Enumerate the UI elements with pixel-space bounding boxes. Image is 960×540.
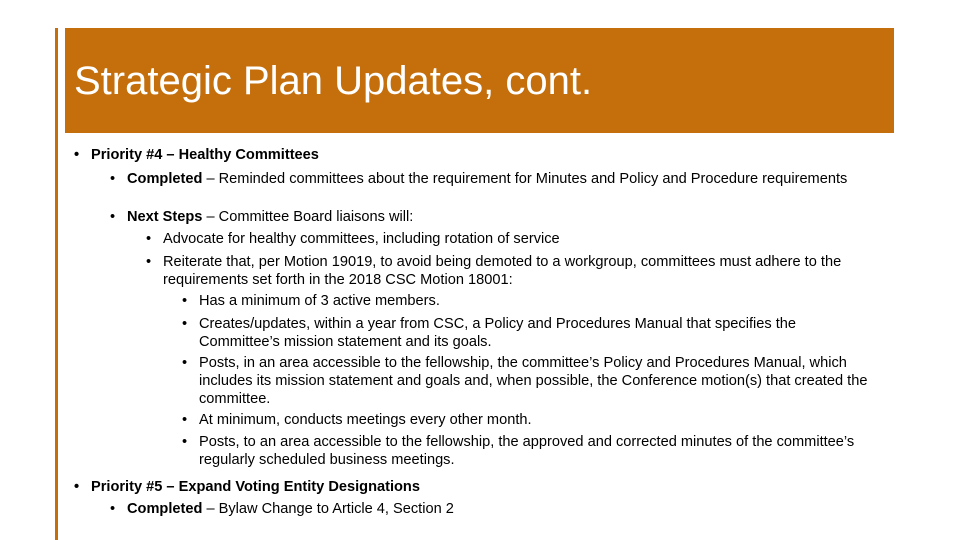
bullet-icon: • (146, 254, 152, 270)
completed-description: – Reminded committees about the requirement for Minutes and Policy and Procedure requirements (202, 171, 848, 187)
requirement-text: At minimum, conducts meetings every other month. (199, 412, 532, 428)
requirement-item (182, 315, 871, 351)
bullet-icon: • (182, 412, 188, 428)
requirement-item (182, 292, 871, 310)
next-steps-description: – Committee Board liaisons will: (202, 209, 414, 225)
bullet-icon: • (110, 209, 116, 225)
completed-label: Completed (127, 501, 203, 517)
priority-4-completed-item (110, 170, 867, 188)
requirement-item (182, 411, 871, 429)
requirement-text: Has a minimum of 3 active members. (199, 293, 440, 309)
priority-5-heading: Priority #5 – Expand Voting Entity Designations (91, 479, 420, 495)
advocate-text: Advocate for healthy committees, including rotation of service (163, 231, 560, 247)
requirement-text: Posts, in an area accessible to the fellowship, the committee’s Policy and Procedures Manual, which includes its mission statement and goals and, when possible, the Conference motion(s) that created the committee. (199, 355, 868, 407)
bullet-icon: • (110, 171, 116, 187)
completed-label: Completed (127, 171, 203, 187)
bullet-icon: • (110, 501, 116, 517)
reiterate-item (146, 253, 893, 289)
requirement-item (182, 433, 871, 469)
bullet-icon: • (182, 293, 188, 309)
bullet-icon: • (182, 434, 188, 450)
left-accent-rule (55, 28, 58, 540)
priority-5-item (74, 478, 891, 496)
priority-5-completed-item (110, 500, 867, 518)
priority-4-next-steps-item (110, 208, 867, 226)
priority-4-item (74, 146, 891, 164)
slide-title: Strategic Plan Updates, cont. (74, 59, 593, 103)
requirement-text: Creates/updates, within a year from CSC, a Policy and Procedures Manual that specifies the Committee’s mission statement and its goals. (199, 316, 797, 350)
priority-4-next-steps-text (127, 208, 867, 226)
reiterate-text: Reiterate that, per Motion 19019, to avoid being demoted to a workgroup, committees must adhere to the requirements set forth in the 2018 CSC Motion 18001: (163, 254, 842, 288)
advocate-item (146, 230, 893, 248)
next-steps-label: Next Steps (127, 209, 203, 225)
requirement-item (182, 354, 871, 408)
bullet-icon: • (182, 355, 188, 371)
bullet-icon: • (74, 479, 80, 495)
requirement-text: Posts, to an area accessible to the fellowship, the approved and corrected minutes of the committee’s regularly scheduled business meetings. (199, 434, 855, 468)
priority-5-completed-text (127, 500, 867, 518)
title-banner (65, 28, 894, 133)
priority-4-heading: Priority #4 – Healthy Committees (91, 147, 319, 163)
completed-description: – Bylaw Change to Article 4, Section 2 (202, 501, 454, 517)
bullet-icon: • (146, 231, 152, 247)
bullet-icon: • (74, 147, 80, 163)
priority-4-completed-text (127, 170, 867, 188)
bullet-icon: • (182, 316, 188, 332)
